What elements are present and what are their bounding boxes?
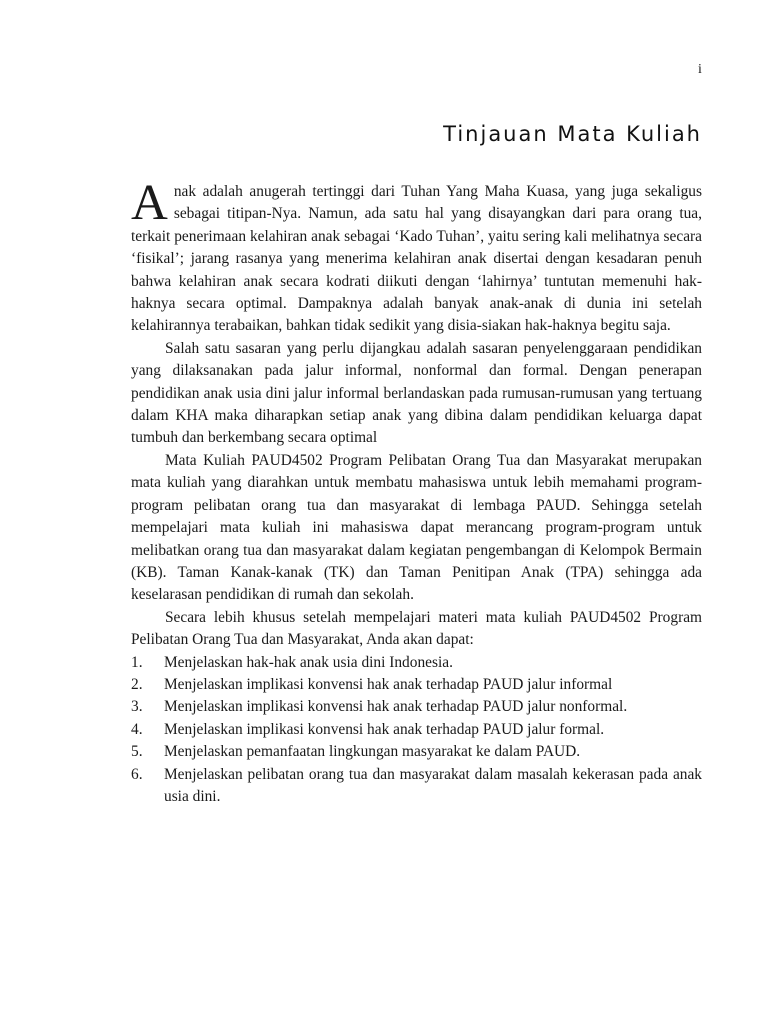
list-item	[131, 741, 702, 763]
page-title: Tinjauan Mata Kuliah	[443, 122, 702, 146]
paragraph-course-description: Mata Kuliah PAUD4502 Program Pelibatan Orang Tua dan Masyarakat merupakan mata kuliah yang diarahkan untuk membatu mahasiswa untuk lebih memahami program-program pelibatan orang tua dan masyarakat di lembaga PAUD. Sehingga setelah mempelajari mata kuliah ini mahasiswa dapat merancang program-program untuk melibatkan orang tua dan masyarakat dalam kegiatan pengembangan di Kelompok Bermain (KB). Taman Kanak-kanak (TK) dan Taman Penitipan Anak (TPA) sehingga ada keselarasan pendidikan di rumah dan sekolah.	[131, 451, 702, 604]
page-number: i	[698, 62, 702, 77]
list-number: 3.	[131, 698, 143, 716]
list-number: 1.	[131, 653, 143, 671]
list-text: Menjelaskan implikasi konvensi hak anak terhadap PAUD jalur informal	[164, 675, 613, 693]
list-number: 4.	[131, 720, 143, 738]
objectives-list	[131, 652, 702, 809]
list-item	[131, 719, 702, 741]
intro-paragraph	[131, 175, 702, 338]
list-number: 2.	[131, 675, 143, 693]
list-text: Menjelaskan implikasi konvensi hak anak terhadap PAUD jalur formal.	[164, 720, 605, 738]
list-item	[131, 652, 702, 674]
document-body	[131, 175, 702, 808]
list-text: Menjelaskan implikasi konvensi hak anak terhadap PAUD jalur nonformal.	[164, 698, 628, 716]
list-item	[131, 696, 702, 718]
drop-cap: A	[131, 175, 168, 231]
paragraph-target-education: Salah satu sasaran yang perlu dijangkau adalah sasaran penyelenggaraan pendidikan yang dilaksanakan pada jalur informal, nonformal dan formal. Dengan penerapan pendidikan anak usia dini jalur informal berlandaskan pada rumusan-rumusan yang tertuang dalam KHA maka diharapkan setiap anak yang dibina dalam pendidikan keluarga dapat tumbuh dan berkembang secara optimal	[131, 339, 702, 447]
paragraph-objectives-intro: Secara lebih khusus setelah mempelajari materi mata kuliah PAUD4502 Program Pelibatan Orang Tua dan Masyarakat, Anda akan dapat:	[131, 608, 702, 649]
list-text: Menjelaskan pemanfaatan lingkungan masyarakat ke dalam PAUD.	[164, 743, 581, 761]
intro-text: nak adalah anugerah tertinggi dari Tuhan Yang Maha Kuasa, yang juga sekaligus sebagai titipan-Nya. Namun, ada satu hal yang disayangkan dari para orang tua, terkait penerimaan kelahiran anak sebagai ‘Kado Tuhan’, yaitu sering kali melihatnya secara ‘fisikal’; jarang rasanya yang menerima kelahiran anak disertai dengan kesadaran penuh bahwa kelahiran anak secara kodrati diikuti dengan ‘lahirnya’ tuntutan memenuhi hak-haknya secara optimal. Dampaknya adalah banyak anak-anak di dunia ini setelah kelahirannya terabaikan, bahkan tidak sedikit yang disia-siakan hak-haknya begitu saja.	[131, 183, 702, 335]
list-item	[131, 674, 702, 696]
list-number: 5.	[131, 743, 143, 761]
list-number: 6.	[131, 765, 143, 783]
list-text: Menjelaskan pelibatan orang tua dan masyarakat dalam masalah kekerasan pada anak usia dini.	[164, 765, 702, 805]
list-item	[131, 764, 702, 809]
list-text: Menjelaskan hak-hak anak usia dini Indonesia.	[164, 653, 453, 671]
